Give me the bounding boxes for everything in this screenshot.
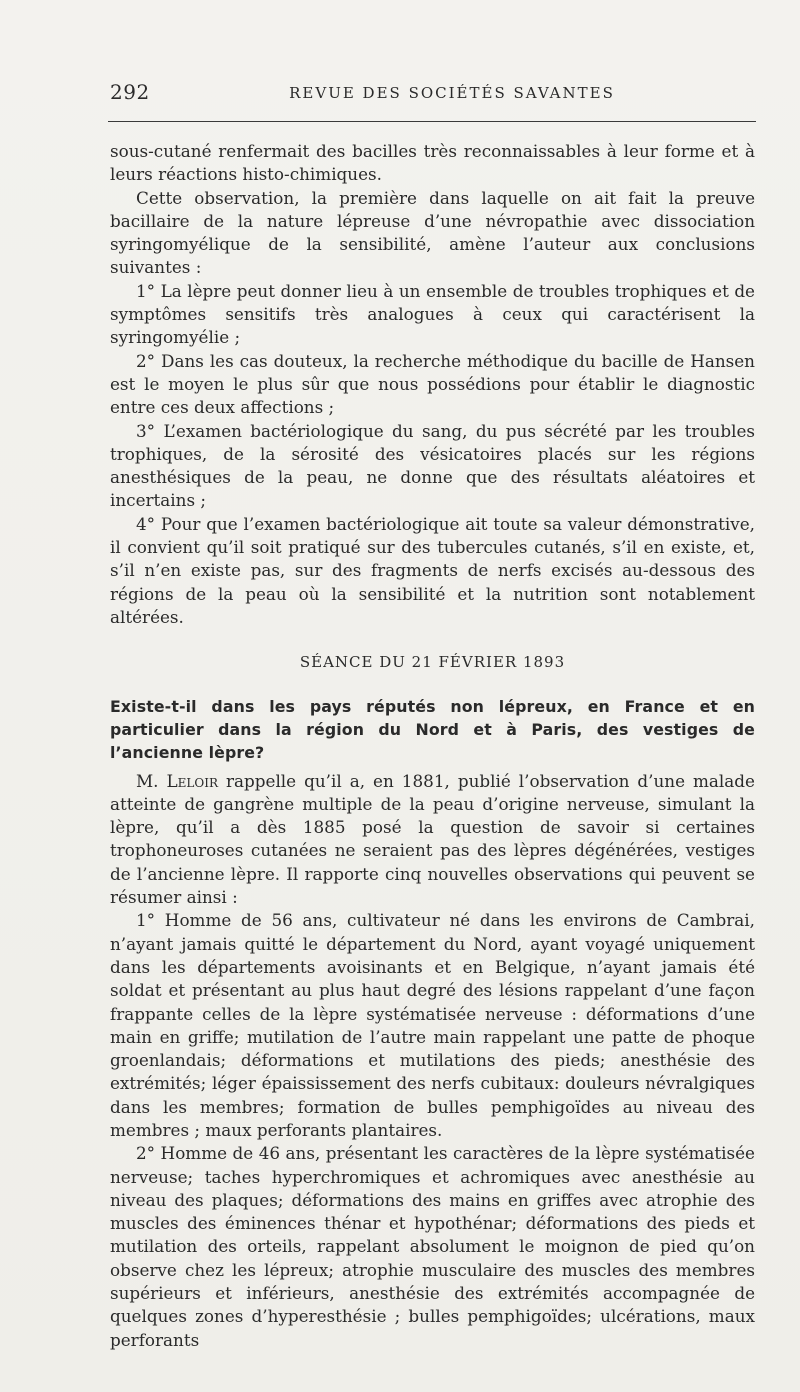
running-title: REVUE DES SOCIÉTÉS SAVANTES (289, 84, 615, 102)
session-heading: SÉANCE DU 21 FÉVRIER 1893 (299, 653, 566, 672)
author-name: M. Leloir (136, 770, 218, 791)
page-number: 292 (110, 80, 150, 104)
paragraph-leloir (110, 770, 755, 910)
conclusion-3: 3° L’examen bactériologique du sang, du pus sécrété par les troubles trophiques, de la sérosité des vésicatoires placés sur les régions anesthésiques de la peau, ne donne que des résultats aléatoires et incertains ; (110, 420, 755, 511)
page-header (110, 80, 754, 110)
conclusion-2: 2° Dans les cas douteux, la recherche méthodique du bacille de Hansen est le moyen le plus sûr que nous possédions pour établir le diagnostic entre ces deux affections ; (110, 350, 755, 418)
body-text (110, 140, 755, 1352)
paragraph-observation: Cette observation, la première dans laquelle on ait fait la preuve bacillaire de la nature lépreuse d’une névropathie avec dissociation syringomyélique de la sensibilité, amène l’auteur aux conclusions suivantes : (110, 187, 755, 278)
observation-2: 2° Homme de 46 ans, présentant les caractères de la lèpre systématisée nerveuse; taches hyperchromiques et achromiques avec anesthésie au niveau des plaques; déformations des mains en griffes avec atrophie des muscles des éminences thénar et hypothénar; déformations des pieds et mutilation des orteils, rappelant absolument le moignon de pied qu’on observe chez les lépreux; atrophie musculaire des muscles des membres supérieurs et inférieurs, anesthésie des extrémités accompagnée de quelques zones d’hyperesthésie ; bulles pemphigoïdes; ulcérations, maux perforants (110, 1143, 755, 1350)
section-title: Existe-t-il dans les pays réputés non lépreux, en France et en particulier dans la région du Nord et à Paris, des vestiges de l’ancienne lèpre? (110, 696, 755, 762)
conclusion-1: 1° La lèpre peut donner lieu à un ensemble de troubles trophiques et de symptômes sensitifs très analogues à ceux qui caractérisent la syringomyélie ; (110, 280, 755, 348)
conclusion-4: 4° Pour que l’examen bactériologique ait toute sa valeur démonstrative, il convient qu’il soit pratiqué sur des tubercules cutanés, s’il en existe, et, s’il n’en existe pas, sur des fragments de nerfs excisés au-dessous des régions de la peau où la sensibilité et la nutrition sont notablement altérées. (110, 513, 755, 627)
observation-1: 1° Homme de 56 ans, cultivateur né dans les environs de Cambrai, n’ayant jamais quitté le département du Nord, ayant voyagé uniquement dans les départements avoisinants et en Belgique, n’ayant jamais été soldat et présentant au plus haut degré des lésions rappelant d’une façon frappante celles de la lèpre systématisée nerveuse : déformations d’une main en griffe; mutilation de l’autre main rappelant une patte de phoque groenlandais; déformations et mutilations des pieds; anesthésie des extrémités; léger épaississement des nerfs cubitaux: douleurs névralgiques dans les membres; formation de bulles pemphigoïdes au niveau des membres ; maux perforants plantaires. (110, 910, 755, 1140)
header-rule (108, 121, 756, 122)
paragraph-continuation: sous-cutané renfermait des bacilles très reconnaissables à leur forme et à leurs réactions histo-chimiques. (110, 141, 755, 185)
paragraph-leloir-text: rappelle qu’il a, en 1881, publié l’observation d’une malade atteinte de gangrène multiple de la peau d’origine nerveuse, simulant la lèpre, qu’il a dès 1885 posé la question de savoir si certaines trophoneuroses cutanées ne seraient pas des lèpres dégénérées, vestiges de l’ancienne lèpre. Il rapporte cinq nouvelles observations qui peuvent se résumer ainsi : (110, 770, 755, 908)
